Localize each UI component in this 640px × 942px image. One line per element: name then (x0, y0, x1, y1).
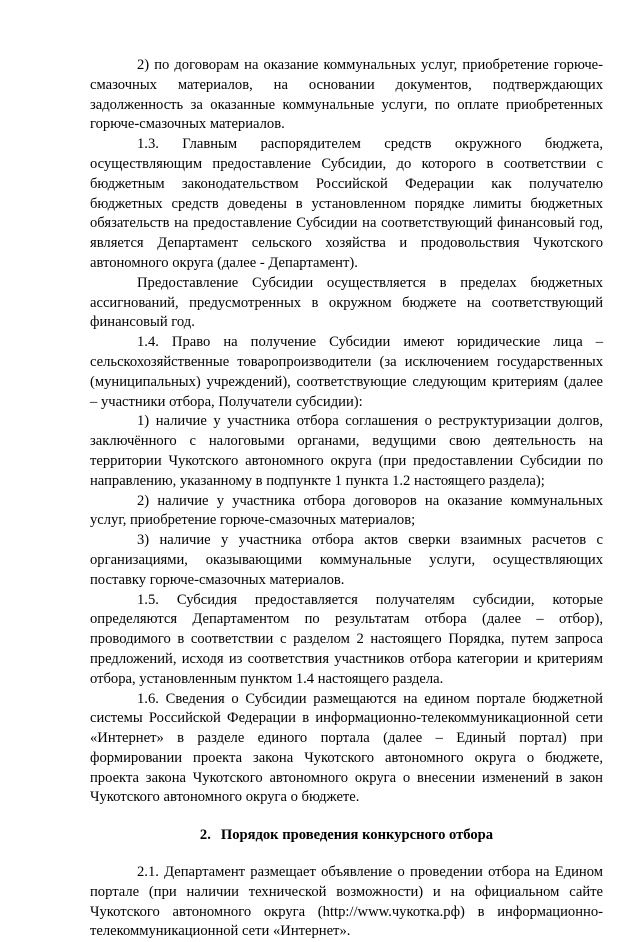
paragraph-subsidy-limits: Предоставление Субсидии осуществляется в пределах бюджетных ассигнований, предусмотренных в окружном бюджете на соответствующий финансовый год. (90, 274, 603, 331)
section-title: Порядок проведения конкурсного отбора (220, 827, 494, 844)
paragraph-2-1-announcement: 2.1. Департамент размещает объявление о проведении отбора на Едином портале (при наличии технической возможности) и на официальном сайте Чукотского автономного округа (http://www.чукотка.рф) в информационно-телекоммуникационной сети «Интернет». (90, 864, 603, 940)
paragraph-1-4-eligibility: 1.4. Право на получение Субсидии имеют юридические лица – сельскохозяйственные товаропроизводители (за исключением государственных (муниципальных) учреждений), соответствующие следующим критериям (далее – участники отбора, Получатели субсидии): (90, 334, 603, 410)
section-number: 2. (199, 827, 211, 844)
paragraph-1-5-recipients: 1.5. Субсидия предоставляется получателям субсидии, которые определяются Департаментом по результатам отбора (далее – отбор), проводимого в соответствии с разделом 2 настоящего Порядка, путем запроса предложений, исходя из соответствия участников отбора категории и критериям отбора, установленным пунктом 1.4 настоящего раздела. (90, 591, 603, 687)
paragraph-item-2-contracts: 2) по договорам на оказание коммунальных услуг, приобретение горюче-смазочных материалов, на основании документов, подтверждающих задолженность за оказанные коммунальные услуги, по оплате приобретенных горюче-смазочных материалов. (90, 57, 603, 133)
paragraph-1-3-main-administrator: 1.3. Главным распорядителем средств окружного бюджета, осуществляющим предоставление Субсидии, до которого в соответствии с бюджетным законодательством Российской Федерации как получателю бюджетных средств доведены в установленном порядке лимиты бюджетных обязательств на предоставление Субсидии на соответствующий финансовый год, является Департамент сельского хозяйства и продовольствия Чукотского автономного округа (далее - Департамент). (90, 136, 603, 271)
paragraph-criterion-3: 3) наличие у участника отбора актов сверки взаимных расчетов с организациями, оказывающими коммунальные услуги, осуществляющих поставку горюче-смазочных материалов. (90, 532, 603, 588)
paragraph-criterion-2: 2) наличие у участника отбора договоров на оказание коммунальных услуг, приобретение горюче-смазочных материалов; (90, 492, 603, 529)
document-page (90, 56, 603, 942)
paragraph-1-6-portal-info: 1.6. Сведения о Субсидии размещаются на едином портале бюджетной системы Российской Федерации в информационно-телекоммуникационной сети «Интернет» в разделе единого портала (далее – Единый портал) при формировании проекта закона Чукотского автономного округа о бюджете, проекта закона Чукотского автономного округа о внесении изменений в закон Чукотского автономного округа о бюджете. (90, 690, 603, 806)
paragraph-criterion-1: 1) наличие у участника отбора соглашения о реструктуризации долгов, заключённого с налоговыми органами, ведущими свою деятельность на территории Чукотского автономного округа (при предоставлении Субсидии по направлению, указанному в подпункте 1 пункта 1.2 настоящего раздела); (90, 413, 603, 489)
section-heading (90, 826, 603, 846)
